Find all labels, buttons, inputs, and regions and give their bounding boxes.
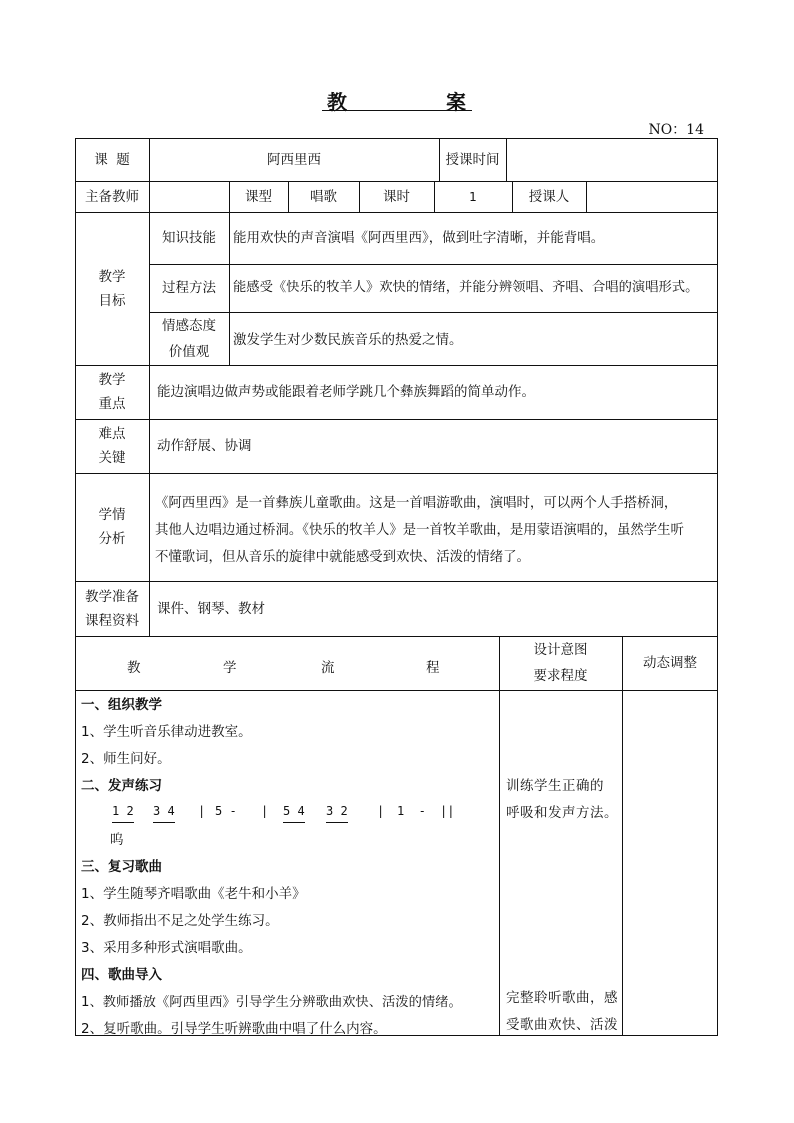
focus-label: [75, 365, 149, 419]
course-value: 阿西里西: [267, 151, 321, 168]
design-note-line: 训练学生正确的: [506, 778, 604, 794]
title-char-1: 教: [327, 90, 348, 114]
process-content: [81, 692, 497, 1043]
class-time-label: 授课时间: [445, 151, 500, 168]
process-line: 2、复听歌曲。引导学生听辨歌曲中唱了什么内容。: [81, 1021, 387, 1037]
focus-label-line1: 教学: [98, 372, 126, 388]
prep-label-line2: 课程资料: [85, 612, 139, 629]
design-note-listening: [506, 985, 620, 1039]
teaching-goals-label: [75, 212, 149, 365]
design-intent-header-line2: 要求程度: [533, 668, 588, 684]
difficulty-text: 动作舒展、协调: [157, 438, 252, 454]
title-char-2: 案: [446, 90, 467, 114]
bar-line: |: [198, 804, 206, 818]
process-header-char: 教: [127, 660, 141, 676]
dynamic-adjust-header: 动态调整: [643, 655, 697, 671]
process-line: 1、学生随琴齐唱歌曲《老牛和小羊》: [81, 886, 306, 902]
prep-text: 课件、钢琴、教材: [157, 600, 265, 617]
design-note-line: 呼吸和发声方法。: [506, 805, 618, 821]
difficulty-label: [75, 419, 149, 473]
goal-attitude-text: 激发学生对少数民族音乐的热爱之情。: [233, 332, 463, 348]
lead-teacher-label: 主备教师: [85, 188, 139, 205]
analysis-label: [75, 473, 149, 581]
section-organize-title: 一、组织教学: [81, 697, 162, 713]
document-number: NO：14: [648, 122, 704, 138]
goal-knowledge-text: 能用欢快的声音演唱《阿西里西》，做到吐字清晰，并能背唱。: [233, 230, 605, 246]
row-divider: [75, 473, 718, 474]
design-note-line: 受歌曲欢快、活泼: [506, 1017, 618, 1033]
col-divider: [622, 636, 623, 1036]
notation-lyric: 呜: [110, 832, 124, 848]
lesson-type-value: 唱歌: [310, 188, 337, 205]
process-line: 3、采用多种形式演唱歌曲。: [81, 940, 252, 956]
title-underline: [322, 110, 472, 111]
difficulty-label-line1: 难点: [98, 426, 126, 442]
note-group: 5 -: [215, 804, 237, 818]
process-header-char: 流: [321, 660, 335, 676]
section-vocal-title: 二、发声练习: [81, 778, 162, 794]
class-hours-value: 1: [469, 189, 477, 204]
teaching-goals-label-line1: 教学: [98, 268, 126, 285]
bar-line: |: [377, 804, 385, 818]
goal-process-text: 能感受《快乐的牧羊人》欢快的情绪，并能分辨领唱、齐唱、合唱的演唱形式。: [233, 280, 699, 295]
notation-line: [81, 800, 497, 827]
analysis-label-line2: 分析: [98, 531, 126, 547]
process-line: 1、教师播放《阿西里西》引导学生分辨歌曲欢快、活泼的情绪。: [81, 995, 462, 1010]
prep-label-line1: 教学准备: [85, 588, 139, 605]
difficulty-label-line2: 关键: [98, 450, 126, 466]
analysis-line: 不懂歌词，但从音乐的旋律中就能感受到欢快、活泼的情绪了。: [155, 550, 530, 565]
lead-teacher-value: [149, 181, 229, 212]
note-group: 1 2: [112, 800, 134, 823]
process-line: 2、教师指出不足之处学生练习。: [81, 913, 279, 929]
note-group: 3 4: [153, 800, 175, 823]
teaching-goals-label-line2: 目标: [98, 292, 126, 309]
process-line: 1、学生听音乐律动进教室。: [81, 724, 252, 740]
lesson-type-label: 课型: [245, 188, 272, 205]
goal-knowledge-label: 知识技能: [162, 230, 216, 246]
process-header-char: 程: [426, 660, 440, 676]
focus-text: 能边演唱边做声势或能跟着老师学跳几个彝族舞蹈的简单动作。: [157, 384, 535, 400]
note-group: 3 2: [326, 800, 348, 823]
bar-line: ||: [440, 804, 455, 818]
note-group: 5 4: [283, 800, 305, 823]
design-intent-header-line1: 设计意图: [533, 642, 588, 658]
analysis-text: [155, 490, 715, 571]
goal-process-label: 过程方法: [162, 280, 216, 296]
focus-label-line2: 重点: [98, 396, 126, 412]
design-note-breathing: [506, 773, 620, 827]
design-intent-header: [499, 636, 622, 690]
course-label: 课 题: [94, 151, 130, 168]
analysis-line: 《阿西里西》是一首彝族儿童歌曲。这是一首唱游歌曲，演唱时，可以两个人手搭桥洞，: [155, 496, 678, 511]
design-note-line: 完整聆听歌曲，感: [506, 990, 618, 1006]
col-divider: [499, 636, 500, 1036]
prep-label: [75, 581, 149, 636]
process-header-char: 学: [223, 660, 237, 676]
goal-attitude-label-line2: 价值观: [168, 343, 210, 360]
section-review-title: 三、复习歌曲: [81, 859, 162, 875]
note-group: 1 -: [397, 804, 426, 818]
class-hours-label: 课时: [383, 188, 410, 205]
lecturer-label: 授课人: [528, 188, 570, 205]
analysis-label-line1: 学情: [98, 507, 126, 523]
section-intro-title: 四、歌曲导入: [81, 967, 162, 983]
goal-attitude-label-line1: 情感态度: [162, 317, 216, 334]
analysis-line: 其他人边唱边通过桥洞。《快乐的牧羊人》是一首牧羊歌曲，是用蒙语演唱的，虽然学生听: [155, 523, 684, 538]
class-time-value: [506, 138, 718, 181]
bar-line: |: [261, 804, 269, 818]
process-line: 2、师生问好。: [81, 751, 171, 767]
process-header: [75, 636, 499, 690]
lecturer-value: [586, 181, 718, 212]
goal-attitude-label: [149, 312, 229, 365]
